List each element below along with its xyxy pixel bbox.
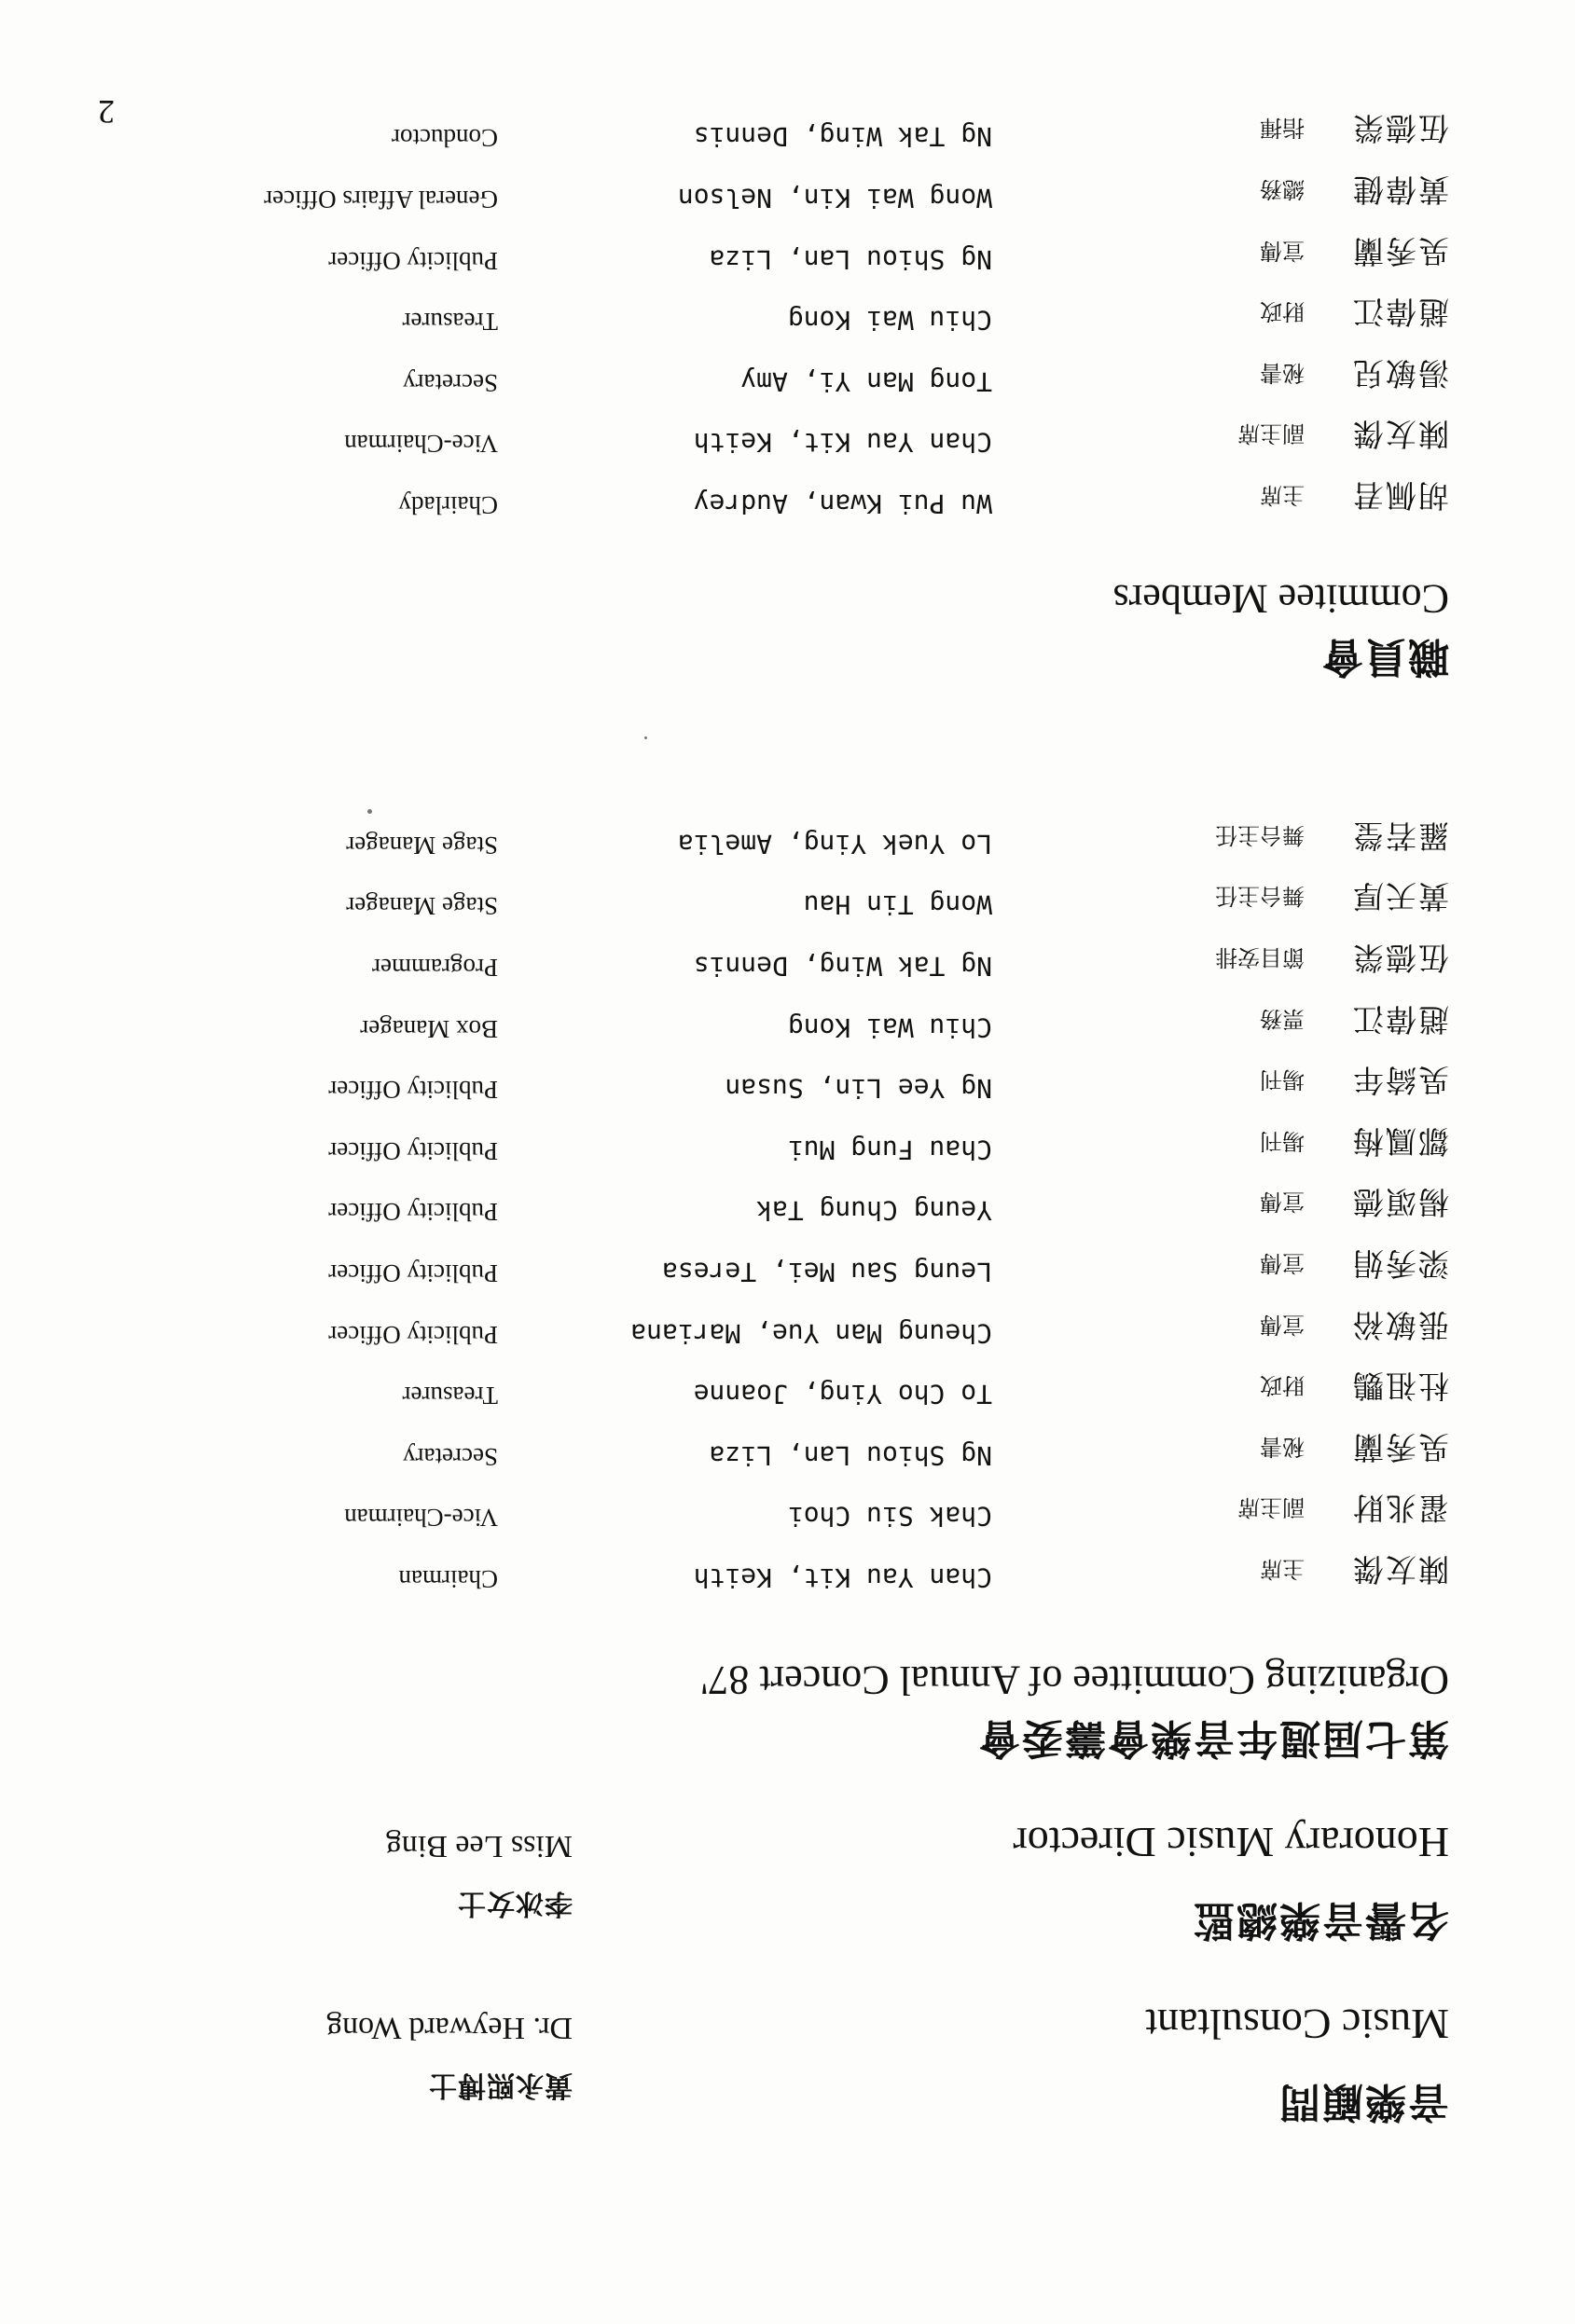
member-role-en: Vice-Chairman [344,1504,498,1533]
member-role-en: Conductor [392,124,498,153]
member-role-en: Vice-Chairman [344,430,498,459]
member-name-cn: 杜祖鸚 [1351,1368,1449,1405]
member-name-cn: 伍德榮 [1351,110,1449,147]
member-role-cn: 秘書 [1260,1433,1305,1460]
member-role-cn: 主席 [1260,482,1305,508]
member-row [144,1293,1449,1355]
member-role-cn: 總務 [1260,176,1305,203]
member-role-en: Box Manager [360,1014,498,1043]
member-row [144,463,1449,525]
member-name-cn: 鄒鳳梅 [1351,1122,1449,1160]
member-role-en: Programmer [372,954,498,983]
member-row [144,865,1449,927]
scan-speck [367,809,372,814]
member-name-cn: 梁秀娟 [1351,1245,1449,1283]
member-role-cn: 副主席 [1237,1494,1305,1521]
member-name-cn: 楊頌德 [1351,1184,1449,1221]
music-consultant-title-en: Music Consultant [1145,2001,1449,2048]
scan-speck [644,736,647,739]
member-role-en: Publicity Officer [328,1320,498,1349]
member-row [144,341,1449,403]
member-name-cn: 胡佩君 [1351,477,1449,514]
member-role-en: Publicity Officer [328,246,498,275]
page-number: 2 [98,93,115,131]
member-row [144,804,1449,865]
member-name-en: Tong Man Yi, Amy [740,365,992,397]
member-role-cn: 財政 [1260,298,1305,325]
member-role-en: Publicity Officer [328,1076,498,1105]
member-role-en: Secretary [403,368,498,397]
organizing-committee-heading [700,1657,1449,1760]
member-role-en: Stage Manager [346,831,498,859]
member-name-en: Yeung Chung Tak [756,1195,992,1227]
member-row [144,1477,1449,1538]
committee-members-heading [1113,575,1450,679]
member-row [144,1109,1449,1171]
member-name-cn: 羅若瑩 [1351,817,1449,854]
member-name-en: Cheung Man Yue, Mariana [630,1317,992,1349]
member-name-en: Leung Sau Mei, Teresa [661,1257,992,1288]
member-role-cn: 舞台主任 [1215,821,1305,848]
member-role-cn: 宣傳 [1260,1189,1305,1216]
member-name-en: Chiu Wai Kong [787,1011,992,1043]
member-name-en: Wu Pui Kwan, Audrey [693,488,992,519]
member-role-cn: 宣傳 [1260,237,1305,264]
member-role-cn: 秘書 [1260,359,1305,386]
member-role-en: Stage Manager [346,892,498,921]
committee-members-title-en: Commitee Members [1112,575,1449,622]
member-name-cn: 湯敏兒 [1351,354,1449,392]
member-role-cn: 場刊 [1260,1066,1305,1093]
member-role-cn: 副主席 [1237,420,1305,447]
member-row [144,1171,1449,1232]
member-role-cn: 主席 [1260,1556,1305,1582]
member-name-en: Chau Fung Mui [787,1134,992,1165]
member-name-en: To Cho Ying, Joanne [693,1379,992,1410]
member-row [144,926,1449,987]
member-name-cn: 陳友傑 [1351,1551,1449,1588]
member-name-cn: 吳秀蘭 [1351,1428,1449,1465]
member-role-cn: 指揮 [1260,115,1305,142]
organizing-committee-title-en: Organizing Committee of Annual Concert 87' [700,1657,1449,1703]
member-row [144,1537,1449,1599]
member-row [144,219,1449,281]
member-row [144,158,1449,219]
member-name-en: Ng Shiou Lan, Liza [709,1439,992,1471]
member-row [144,403,1449,464]
committee-members-list [144,97,1449,525]
member-role-en: Publicity Officer [328,1136,498,1165]
member-role-en: Secretary [403,1442,498,1471]
member-role-cn: 場刊 [1260,1127,1305,1154]
member-row [144,1049,1449,1110]
member-name-en: Chan Yau Kit, Keith [693,427,992,459]
member-name-cn: 趙偉江 [1351,1000,1449,1038]
organizing-committee-list [144,804,1449,1599]
member-name-en: Ng Tak Wing, Dennis [693,951,992,983]
member-role-en: Publicity Officer [328,1198,498,1227]
music-consultant-title-cn: 音樂顧問 [1278,2078,1449,2125]
music-consultant-name-en: Dr. Heyward Wong [326,2011,573,2045]
member-name-en: Lo Yuek Ying, Amelia [677,828,992,859]
member-name-en: Ng Yee Lin, Susan [725,1073,992,1105]
member-name-en: Ng Shiou Lan, Liza [709,243,992,275]
honorary-director-name-cn: 李冰女士 [457,1887,573,1919]
member-name-en: Chan Yau Kit, Keith [693,1562,992,1593]
member-name-cn: 趙偉江 [1351,294,1449,331]
member-role-cn: 宣傳 [1260,1311,1305,1338]
member-row [144,1231,1449,1293]
honorary-director-section [144,1819,1449,1944]
organizing-committee-title-cn: 第七屆週年音樂會籌委會 [977,1714,1449,1762]
member-name-en: Wong Tin Hau [803,889,992,921]
member-role-en: Publicity Officer [328,1259,498,1288]
music-consultant-section [144,2001,1449,2125]
member-role-cn: 節目安排 [1215,944,1305,971]
member-name-cn: 翟兆財 [1351,1490,1449,1527]
member-name-cn: 張敏裕 [1351,1306,1449,1343]
member-role-en: Chairlady [398,491,498,519]
honorary-director-name-en: Miss Lee Bing [385,1829,573,1863]
honorary-director-title-en: Honorary Music Director [1013,1819,1449,1866]
member-role-en: Treasurer [402,1382,498,1410]
member-role-cn: 票務 [1260,1005,1305,1032]
member-role-cn: 財政 [1260,1372,1305,1399]
member-role-en: Treasurer [402,308,498,337]
member-row [144,987,1449,1049]
member-row [144,1415,1449,1477]
member-name-cn: 陳友傑 [1351,416,1449,453]
member-role-en: General Affairs Officer [264,186,498,214]
member-name-cn: 伍德榮 [1351,940,1449,977]
member-row [144,97,1449,158]
member-name-cn: 吳綺年 [1351,1062,1449,1099]
member-name-cn: 黃偉健 [1351,172,1449,209]
member-name-en: Wong Wai Kin, Nelson [677,183,992,214]
member-name-en: Ng Tak Wing, Dennis [693,121,992,153]
member-role-cn: 舞台主任 [1215,883,1305,910]
honorary-director-title-cn: 名譽音樂總監 [1192,1896,1449,1944]
member-role-cn: 宣傳 [1260,1250,1305,1277]
member-row [144,281,1449,342]
committee-members-title-cn: 職員會 [1320,633,1449,681]
member-row [144,1355,1449,1416]
member-role-en: Chairman [398,1565,498,1593]
music-consultant-name-cn: 黃永熙博士 [428,2069,573,2101]
member-name-en: Chiu Wai Kong [787,305,992,337]
member-name-cn: 黃天厚 [1351,878,1449,915]
member-name-cn: 吳秀蘭 [1351,232,1449,269]
member-name-en: Chak Siu Choi [787,1501,992,1533]
